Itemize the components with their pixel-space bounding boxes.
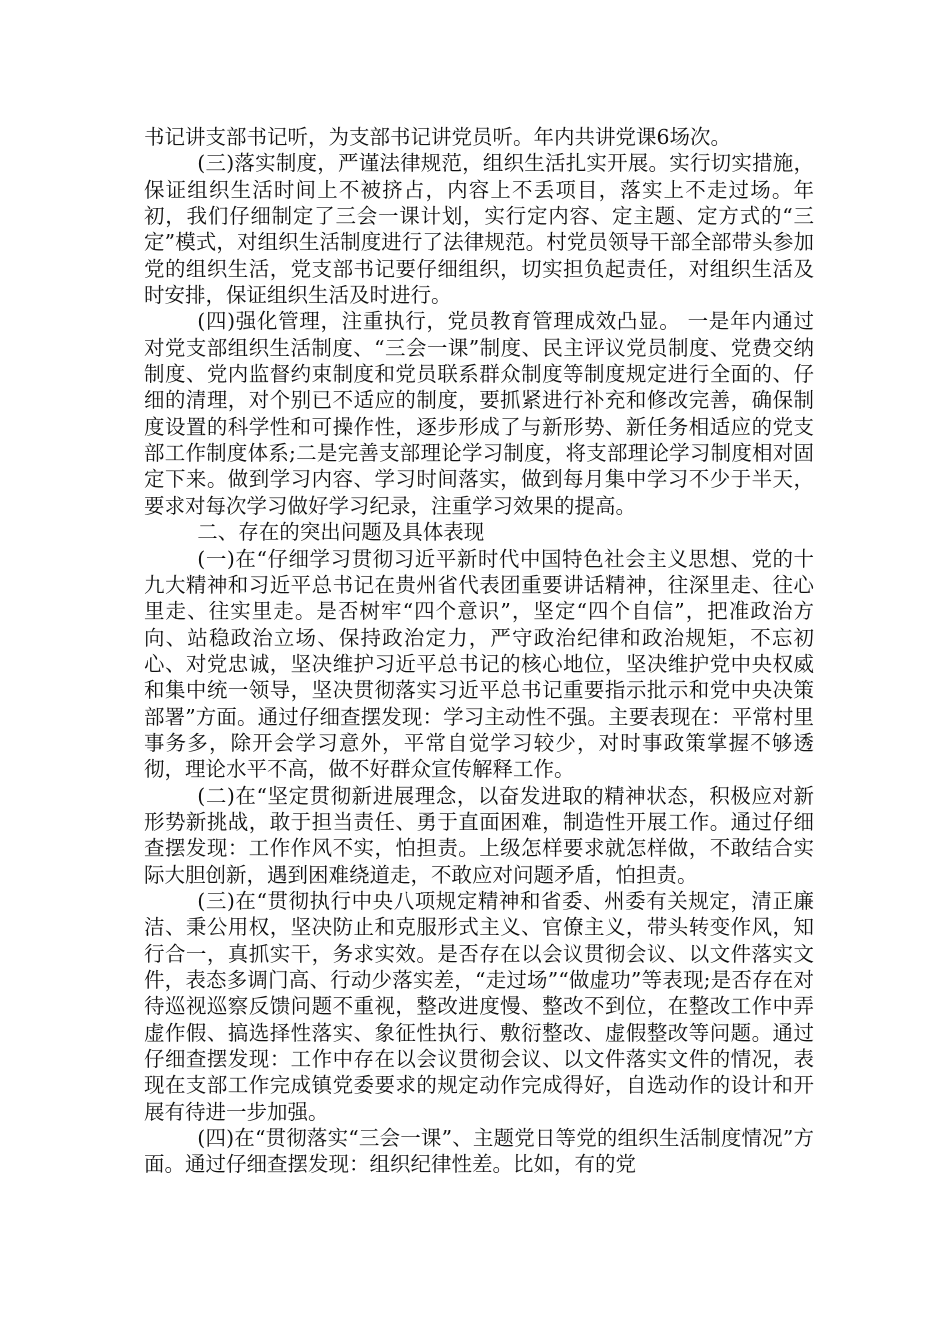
section-heading-problems: 二、存在的突出问题及具体表现 xyxy=(197,520,485,545)
paragraph-continuation: 书记讲支部书记听，为支部书记讲党员听。年内共讲党课6场次。 xyxy=(144,125,732,149)
paragraph-problem-three: (三)在“贯彻执行中央八项规定精神和省委、州委有关规定，清正廉洁、秉公用权，坚决防止和克服形式主义、官僚主义，带头转变作风，知行合一，真抓实干，务求实效。是否存在以会议贯彻会议、以文件落实文件，表态多调门高、行动少落实差，“走过场”“做虚功”等表现;是否存在对待巡视巡察反馈问题不重视，整改进度慢、整改不到位，在整改工作中弄虚作假、搞选择性落实、象征性执行、敷衍整改、虚假整改等问题。通过仔细查摆发现：工作中存在以会议贯彻会议、以文件落实文件的情况，表现在支部工作完成镇党委要求的规定动作完成得好，自选动作的设计和开展有待进一步加强。 xyxy=(144,888,814,1124)
document-body xyxy=(144,124,814,1178)
paragraph-problem-two: (二)在“坚定贯彻新进展理念，以奋发进取的精神状态，积极应对新形势新挑战，敢于担当责任、勇于直面困难，制造性开展工作。通过仔细查摆发现：工作作风不实，怕担责。上级怎样要求就怎样做，不敢结合实际大胆创新，遇到困难绕道走，不敢应对问题矛盾，怕担责。 xyxy=(144,783,814,887)
paragraph-problem-one: (一)在“仔细学习贯彻习近平新时代中国特色社会主义思想、党的十九大精神和习近平总书记在贵州省代表团重要讲话精神，往深里走、往心里走、往实里走。是否树牢“四个意识”，坚定“四个自信”，把准政治方向、站稳政治立场、保持政治定力，严守政治纪律和政治规矩，不忘初心、对党忠诚，坚决维护习近平总书记的核心地位，坚决维护党中央权威和集中统一领导，坚决贯彻落实习近平总书记重要指示批示和党中央决策部署”方面。通过仔细查摆发现：学习主动性不强。主要表现在：平常村里事务多，除开会学习意外，平常自觉学习较少，对时事政策掌握不够透彻，理论水平不高，做不好群众宣传解释工作。 xyxy=(144,546,814,782)
paragraph-problem-four: (四)在“贯彻落实“三会一课”、主题党日等党的组织生活制度情况”方面。通过仔细查摆发现：组织纪律性差。比如，有的党 xyxy=(144,1126,814,1177)
paragraph-strengthen-management: (四)强化管理，注重执行，党员教育管理成效凸显。 一是年内通过对党支部组织生活制度、“三会一课”制度、民主评议党员制度、党费交纳制度、党内监督约束制度和党员联系群众制度等制度规定进行全面的、仔细的清理，对个别已不适应的制度，要抓紧进行补充和修改完善，确保制度设置的科学性和可操作性，逐步形成了与新形势、新任务相适应的党支部工作制度体系;二是完善支部理论学习制度，将支部理论学习制度相对固定下来。做到学习内容、学习时间落实，做到每月集中学习不少于半天，要求对每次学习做好学习纪录，注重学习效果的提高。 xyxy=(144,309,814,518)
paragraph-implement-system: (三)落实制度，严谨法律规范，组织生活扎实开展。实行切实措施，保证组织生活时间上不被挤占，内容上不丢项目，落实上不走过场。年初，我们仔细制定了三会一课计划，实行定内容、定主题、定方式的“三定”模式，对组织生活制度进行了法律规范。村党员领导干部全部带头参加党的组织生活，党支部书记要仔细组织，切实担负起责任，对组织生活及时安排，保证组织生活及时进行。 xyxy=(144,151,814,308)
